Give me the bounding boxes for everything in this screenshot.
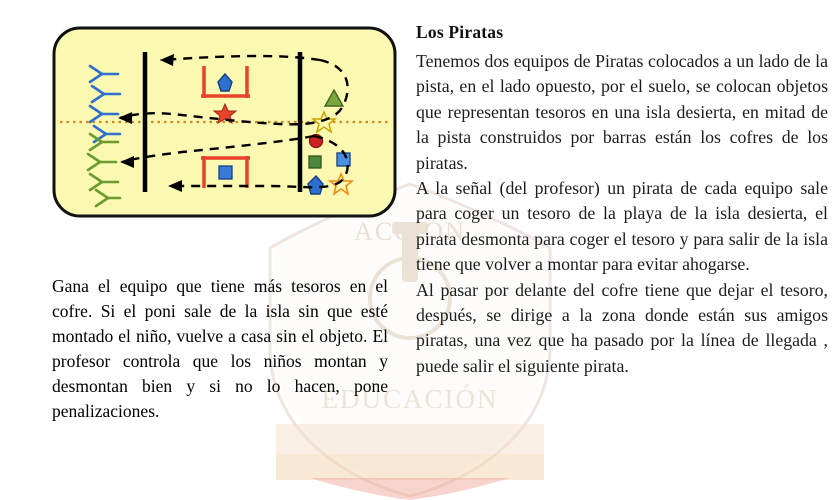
pirates-field-diagram	[52, 26, 397, 218]
tesoro-cuadrado-azul-claro	[337, 153, 350, 166]
watermark-text-top: ACCIÓN	[354, 217, 466, 246]
watermark-text-bottom: EDUCACIÓN	[321, 384, 499, 414]
tesoro-cuadrado-azul-inferior	[219, 166, 232, 179]
page-title: Los Piratas	[416, 22, 504, 42]
left-description-text: Gana el equipo que tiene más tesoros en el cofre. Si el poni sale de la isla sin que esté montado el niño, vuelve a casa sin el objeto. El profesor controla que los niños montan y desmontan bien y si no lo hacen, pone penalizaciones.	[52, 276, 388, 421]
paragraph-2: A la señal (del profesor) un pirata de cada equipo sale para coger un tesoro de la playa de la isla desierta, el pirata desmonta para coger el tesoro y para salir de la isla tiene que volver a montar para evitar ahogarse.	[416, 178, 828, 275]
paragraph-1: Tenemos dos equipos de Piratas colocados a un lado de la pista, en el lado opuesto, por el suelo, se colocan objetos que representan tesoros en una isla desierta, en mitad de la pista construidos por barras están los cofres de los piratas.	[416, 51, 828, 173]
field-svg	[52, 26, 397, 218]
left-column	[0, 0, 412, 500]
tesoro-cuadrado-verde	[309, 156, 321, 168]
right-column	[416, 22, 828, 379]
paragraph-3: Al pasar por delante del cofre tiene que dejar el tesoro, después, se dirige a la zona donde están sus amigos piratas, una vez que ha pasado por la línea de llegada , puede salir el siguiente pirata.	[416, 279, 828, 376]
